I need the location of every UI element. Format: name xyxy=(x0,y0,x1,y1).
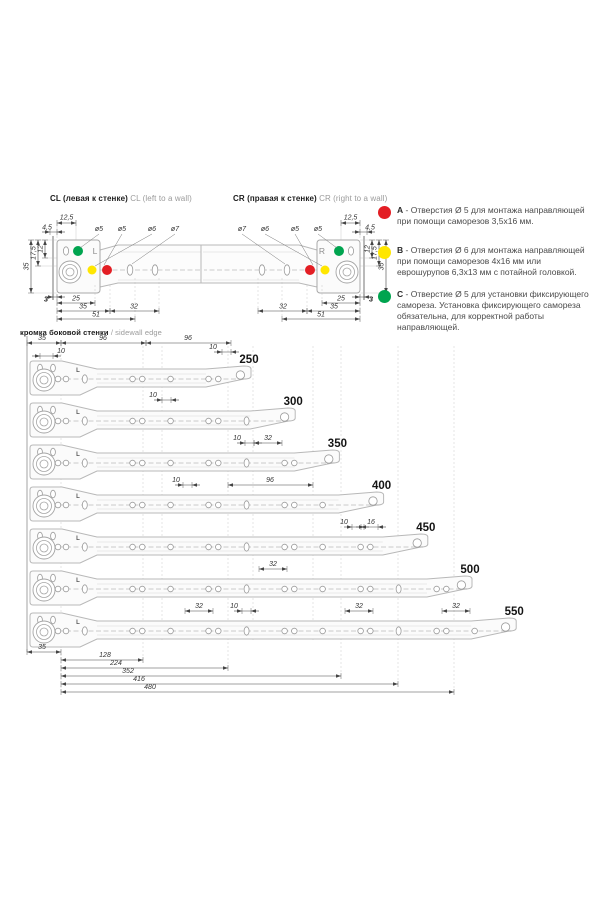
rail-hole xyxy=(206,502,212,508)
hole-diameter-label: ø5 xyxy=(290,226,300,233)
rail-hole xyxy=(63,544,69,550)
rail-hole xyxy=(139,418,145,424)
bracket-slot-hole xyxy=(51,490,56,498)
green-hole-marker-icon xyxy=(378,290,391,303)
dim-label: 224 xyxy=(110,660,122,667)
cr-title xyxy=(233,194,387,203)
rail-hole xyxy=(292,544,298,550)
sidewall-label-ru: кромка боковой стенки xyxy=(20,328,109,337)
rail-hole xyxy=(215,418,221,424)
rail-hole xyxy=(139,502,145,508)
rail-hole xyxy=(358,586,364,592)
side-letter: L xyxy=(92,246,98,256)
dim-label: 352 xyxy=(122,668,134,675)
rail-slot-hole xyxy=(284,265,290,275)
rail-marking-letter: L xyxy=(76,494,80,500)
dim-label: 3 xyxy=(43,294,49,304)
rail-hole xyxy=(168,460,174,466)
rail-hole xyxy=(168,586,174,592)
dim-label: 10 xyxy=(230,603,238,610)
dim-label: 35 xyxy=(330,303,338,311)
dim-label: 96 xyxy=(99,335,107,342)
dim-label: 96 xyxy=(184,335,192,342)
rail-hole xyxy=(444,628,450,634)
dim-label: 32 xyxy=(279,303,287,311)
bracket-slot-hole xyxy=(51,448,56,456)
rail-hole xyxy=(139,460,145,466)
rail-slot-hole xyxy=(82,585,87,593)
rail-slot-hole xyxy=(82,417,87,425)
rail-hole xyxy=(130,460,136,466)
dim-label: 480 xyxy=(144,684,156,691)
legend-item-a xyxy=(378,205,592,227)
cl-title-en: CL (left to a wall) xyxy=(130,194,192,203)
mounting-hole-B-marker xyxy=(321,266,330,275)
rail-end-hole xyxy=(501,623,509,631)
rail-hole xyxy=(55,418,61,424)
rail-end-hole xyxy=(325,455,333,463)
yellow-hole-marker-icon xyxy=(378,246,391,259)
dim-label: 3 xyxy=(368,294,374,304)
rail-hole xyxy=(130,586,136,592)
mounting-hole-A-marker xyxy=(305,265,315,275)
dim-label: 32 xyxy=(269,561,277,568)
rail-hole xyxy=(55,502,61,508)
hole-diameter-label: ø5 xyxy=(94,226,104,233)
dim-label: 35 xyxy=(378,262,386,271)
rail-length-label: 400 xyxy=(372,480,392,492)
rail-hole xyxy=(444,586,450,592)
rail-end-hole xyxy=(413,539,421,547)
rail-hole xyxy=(282,586,288,592)
dim-label: 4,5 xyxy=(42,224,52,232)
rail-hole xyxy=(139,628,145,634)
rail-marking-letter: L xyxy=(76,536,80,542)
cr-title-ru: CR (правая к стенке) xyxy=(233,194,317,203)
rail-hole xyxy=(292,628,298,634)
rail-hole xyxy=(292,586,298,592)
dim-label: 51 xyxy=(92,311,100,319)
rail-hole xyxy=(215,628,221,634)
rail-profile xyxy=(201,245,317,287)
rail-slot-hole xyxy=(244,417,249,425)
dim-label: 4,5 xyxy=(365,224,375,232)
rail-end-hole xyxy=(280,413,288,421)
rail-hole xyxy=(282,460,288,466)
legend-item-b xyxy=(378,245,592,278)
dim-label: 10 xyxy=(340,519,348,526)
bracket-slot-hole xyxy=(51,364,56,372)
rail-hole xyxy=(282,544,288,550)
legend-letter-a: A xyxy=(397,205,404,215)
dim-label: 17,5 xyxy=(371,246,379,260)
rail-hole xyxy=(320,628,326,634)
rail-marking-letter: L xyxy=(76,578,80,584)
dim-label: 35 xyxy=(23,262,31,271)
rail-slot-hole xyxy=(259,265,265,275)
dim-label: 32 xyxy=(452,603,460,610)
rail-hole xyxy=(130,376,136,382)
rail-hole xyxy=(168,502,174,508)
rail-slot-hole xyxy=(82,543,87,551)
dim-label: 10 xyxy=(57,348,65,355)
rail-slot-hole xyxy=(127,265,133,275)
rail-end-hole xyxy=(369,497,377,505)
cl-title xyxy=(50,194,192,203)
rail-hole xyxy=(55,586,61,592)
rail-slot-hole xyxy=(244,459,249,467)
rail-hole xyxy=(139,586,145,592)
dim-label: 416 xyxy=(133,676,145,683)
dim-label: 35 xyxy=(38,644,46,651)
rail-hole xyxy=(63,376,69,382)
fixing-hole-C-marker xyxy=(334,246,344,256)
dim-label: 25 xyxy=(72,295,80,303)
dim-label: 32 xyxy=(130,303,138,311)
rail-hole xyxy=(320,586,326,592)
bracket-slot-hole xyxy=(51,616,56,624)
mounting-hole-B-marker xyxy=(88,266,97,275)
rail-end-hole xyxy=(457,581,465,589)
rail-slot-hole xyxy=(244,627,249,635)
rail-hole xyxy=(55,628,61,634)
rail-slot-hole xyxy=(82,501,87,509)
mounting-hole-A-marker xyxy=(102,265,112,275)
rail-hole xyxy=(206,376,212,382)
rail-marking-letter: L xyxy=(76,410,80,416)
rail-end-hole xyxy=(236,371,244,379)
rail-hole xyxy=(139,544,145,550)
fixing-hole-C-marker xyxy=(73,246,83,256)
rail-hole xyxy=(282,628,288,634)
rail-slot-hole xyxy=(82,627,87,635)
rail-marking-letter: L xyxy=(76,368,80,374)
rail-hole xyxy=(55,376,61,382)
rail-hole xyxy=(168,544,174,550)
red-hole-marker-icon xyxy=(378,206,391,219)
rail-hole xyxy=(292,460,298,466)
rail-slot-hole xyxy=(244,585,249,593)
rail-hole xyxy=(55,544,61,550)
rail-hole xyxy=(63,460,69,466)
rail-hole xyxy=(206,544,212,550)
rail-hole xyxy=(472,628,478,634)
rail-length-label: 350 xyxy=(327,438,347,450)
rail-marking-letter: L xyxy=(76,620,80,626)
rail-length-label: 500 xyxy=(460,564,480,576)
rail-hole xyxy=(320,502,326,508)
dim-label: 12 xyxy=(37,245,45,253)
rail-hole xyxy=(206,628,212,634)
rail-hole xyxy=(215,544,221,550)
dim-label: 96 xyxy=(266,477,274,484)
dim-label: 10 xyxy=(209,344,217,351)
rail-body xyxy=(30,571,472,605)
rail-hole xyxy=(368,544,374,550)
dim-label: 12,5 xyxy=(59,214,74,222)
rail-hole xyxy=(206,418,212,424)
legend-letter-c: C xyxy=(397,289,404,299)
rail-slot-hole xyxy=(396,585,401,593)
rail-slot-hole xyxy=(82,459,87,467)
rail-hole xyxy=(130,502,136,508)
dim-label: 10 xyxy=(233,435,241,442)
cl-title-ru: CL (левая к стенке) xyxy=(50,194,128,203)
rail-slot-hole xyxy=(396,627,401,635)
rail-hole xyxy=(130,418,136,424)
rail-hole xyxy=(206,460,212,466)
legend-letter-b: B xyxy=(397,245,404,255)
dim-label: 32 xyxy=(355,603,363,610)
plate-slot-hole xyxy=(63,247,68,255)
dim-label: 12,5 xyxy=(343,214,358,222)
hole-diameter-label: ø7 xyxy=(237,226,247,233)
legend-text-b: - Отверстия Ø 6 для монтажа направляющей при помощи саморезов 4х16 мм или еврошурупов 6,3х13 мм с потайной головкой. xyxy=(397,245,585,278)
dim-label: 35 xyxy=(38,335,46,342)
dim-label: 51 xyxy=(317,311,325,319)
hole-diameter-label: ø7 xyxy=(170,226,180,233)
bracket-slot-hole xyxy=(51,406,56,414)
dim-label: 16 xyxy=(367,519,375,526)
hole-diameter-label: ø5 xyxy=(313,226,323,233)
rail-hole xyxy=(168,418,174,424)
dim-label: 32 xyxy=(195,603,203,610)
rail-slot-hole xyxy=(244,501,249,509)
rail-hole xyxy=(434,586,440,592)
dim-label: 12 xyxy=(364,245,372,253)
dim-label: 10 xyxy=(172,477,180,484)
rail-hole xyxy=(63,418,69,424)
dim-label: 25 xyxy=(337,295,345,303)
rail-hole xyxy=(215,502,221,508)
rail-length-label: 250 xyxy=(239,354,259,366)
rail-hole xyxy=(292,502,298,508)
rail-hole xyxy=(215,376,221,382)
rail-length-label: 450 xyxy=(416,522,436,534)
rail-slot-hole xyxy=(244,543,249,551)
rail-hole xyxy=(63,586,69,592)
bracket-slot-hole xyxy=(51,532,56,540)
rail-hole xyxy=(168,376,174,382)
legend-text-c: - Отверстие Ø 5 для установки фиксирующего самореза. Установка фиксирующего самореза обязательна, для корректной работы направляющей. xyxy=(397,289,589,333)
rail-hole xyxy=(368,586,374,592)
rail-body xyxy=(30,403,295,437)
hole-diameter-label: ø5 xyxy=(117,226,127,233)
rail-slot-hole xyxy=(152,265,158,275)
hole-diameter-label: ø6 xyxy=(260,226,270,233)
rail-hole xyxy=(130,544,136,550)
dim-label: 128 xyxy=(99,652,111,659)
rail-hole xyxy=(139,376,145,382)
rail-hole xyxy=(358,544,364,550)
rail-hole xyxy=(55,460,61,466)
plate-slot-hole xyxy=(348,247,353,255)
cr-title-en: CR (right to a wall) xyxy=(319,194,388,203)
rail-hole xyxy=(206,586,212,592)
rail-hole xyxy=(63,502,69,508)
hole-diameter-label: ø6 xyxy=(147,226,157,233)
rail-hole xyxy=(368,628,374,634)
sidewall-label-en: / sidewall edge xyxy=(110,328,162,337)
legend-item-c xyxy=(378,289,592,333)
dim-label: 35 xyxy=(79,303,87,311)
rail-hole xyxy=(320,544,326,550)
rail-hole xyxy=(358,628,364,634)
rail-hole xyxy=(130,628,136,634)
rail-slot-hole xyxy=(82,375,87,383)
rail-hole xyxy=(282,502,288,508)
dim-label: 32 xyxy=(264,435,272,442)
dim-label: 10 xyxy=(149,392,157,399)
rail-body xyxy=(30,613,516,647)
rail-hole xyxy=(168,628,174,634)
dim-label: 17,5 xyxy=(30,246,38,260)
rail-hole xyxy=(434,628,440,634)
rail-profile xyxy=(100,245,216,287)
rail-marking-letter: L xyxy=(76,452,80,458)
rail-length-label: 300 xyxy=(283,396,303,408)
rail-hole xyxy=(215,586,221,592)
legend-text-a: - Отверстия Ø 5 для монтажа направляющей при помощи саморезов 3,5х16 мм. xyxy=(397,205,585,227)
bracket-slot-hole xyxy=(51,574,56,582)
rail-length-label: 550 xyxy=(504,606,524,618)
rail-hole xyxy=(63,628,69,634)
side-letter: R xyxy=(318,246,326,256)
rail-hole xyxy=(215,460,221,466)
sidewall-edge-label xyxy=(20,328,162,337)
